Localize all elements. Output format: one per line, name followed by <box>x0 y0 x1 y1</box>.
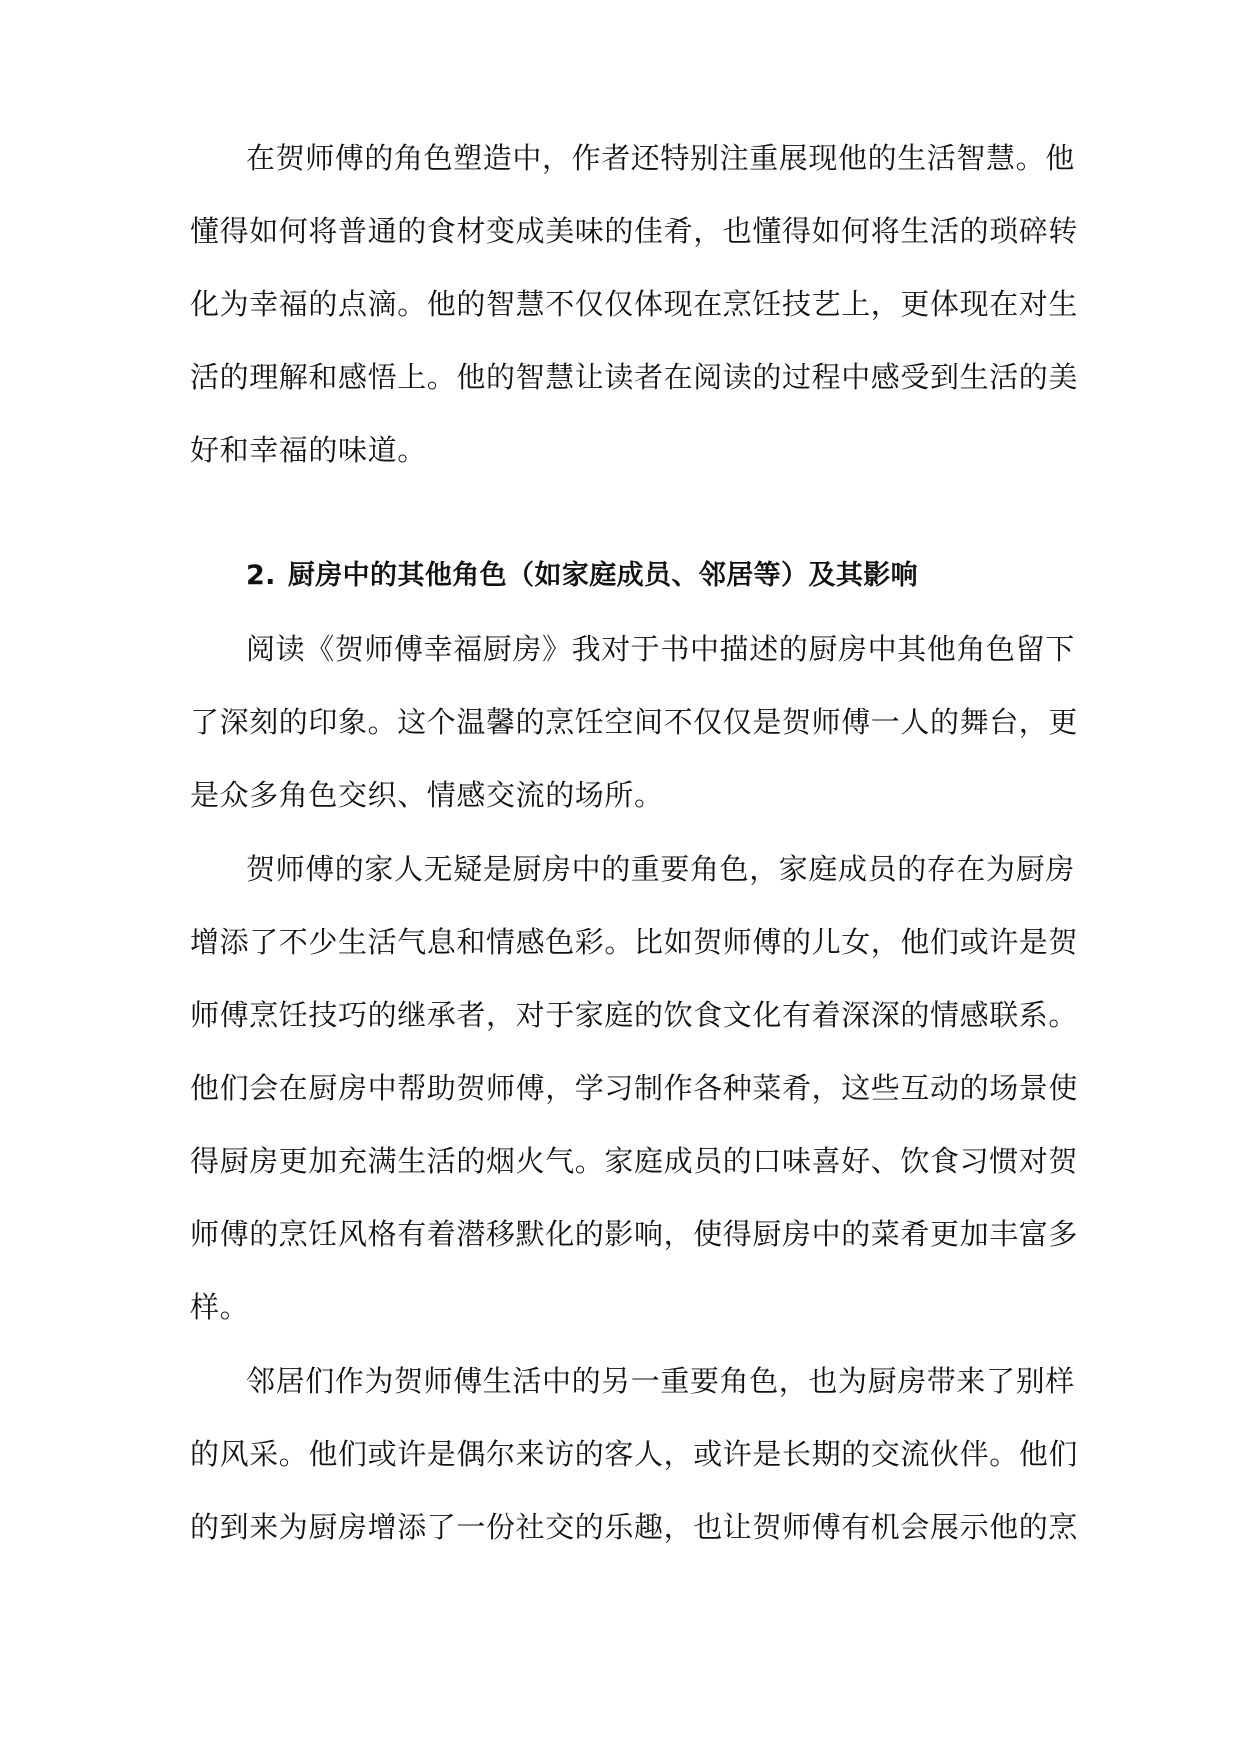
paragraph-3-line-3: 师傅烹饪技巧的继承者，对于家庭的饮食文化有着深深的情感联系。 <box>190 998 1079 1032</box>
paragraph-3-line-6: 师傅的烹饪风格有着潜移默化的影响，使得厨房中的菜肴更加丰富多 <box>190 1217 1079 1251</box>
paragraph-3-line-7: 样。 <box>190 1290 250 1324</box>
paragraph-1-line-4: 活的理解和感悟上。他的智慧让读者在阅读的过程中感受到生活的美 <box>190 360 1079 394</box>
section-title: 厨房中的其他角色（如家庭成员、邻居等）及其影响 <box>287 560 919 591</box>
section-heading <box>246 556 1046 596</box>
paragraph-1-line-2: 懂得如何将普通的食材变成美味的佳肴，也懂得如何将生活的琐碎转 <box>190 214 1079 248</box>
paragraph-3-line-5: 得厨房更加充满生活的烟火气。家庭成员的口味喜好、饮食习惯对贺 <box>190 1144 1079 1178</box>
section-number: 2. <box>246 560 276 591</box>
paragraph-1-line-3: 化为幸福的点滴。他的智慧不仅仅体现在烹饪技艺上，更体现在对生 <box>190 287 1079 321</box>
paragraph-1-line-1: 在贺师傅的角色塑造中，作者还特别注重展现他的生活智慧。他 <box>246 141 1075 175</box>
paragraph-2-line-2: 了深刻的印象。这个温馨的烹饪空间不仅仅是贺师傅一人的舞台，更 <box>190 705 1079 739</box>
paragraph-2-line-3: 是众多角色交织、情感交流的场所。 <box>190 778 664 812</box>
paragraph-3-line-4: 他们会在厨房中帮助贺师傅，学习制作各种菜肴，这些互动的场景使 <box>190 1071 1079 1105</box>
paragraph-3-line-2: 增添了不少生活气息和情感色彩。比如贺师傅的儿女，他们或许是贺 <box>190 925 1079 959</box>
paragraph-1-line-5: 好和幸福的味道。 <box>190 433 427 467</box>
paragraph-4-line-3: 的到来为厨房增添了一份社交的乐趣，也让贺师傅有机会展示他的烹 <box>190 1510 1079 1544</box>
paragraph-3-line-1: 贺师傅的家人无疑是厨房中的重要角色，家庭成员的存在为厨房 <box>246 852 1075 886</box>
paragraph-2-line-1: 阅读《贺师傅幸福厨房》我对于书中描述的厨房中其他角色留下 <box>246 632 1075 666</box>
paragraph-4-line-2: 的风采。他们或许是偶尔来访的客人，或许是长期的交流伙伴。他们 <box>190 1437 1079 1471</box>
paragraph-4-line-1: 邻居们作为贺师傅生活中的另一重要角色，也为厨房带来了别样 <box>246 1364 1075 1398</box>
